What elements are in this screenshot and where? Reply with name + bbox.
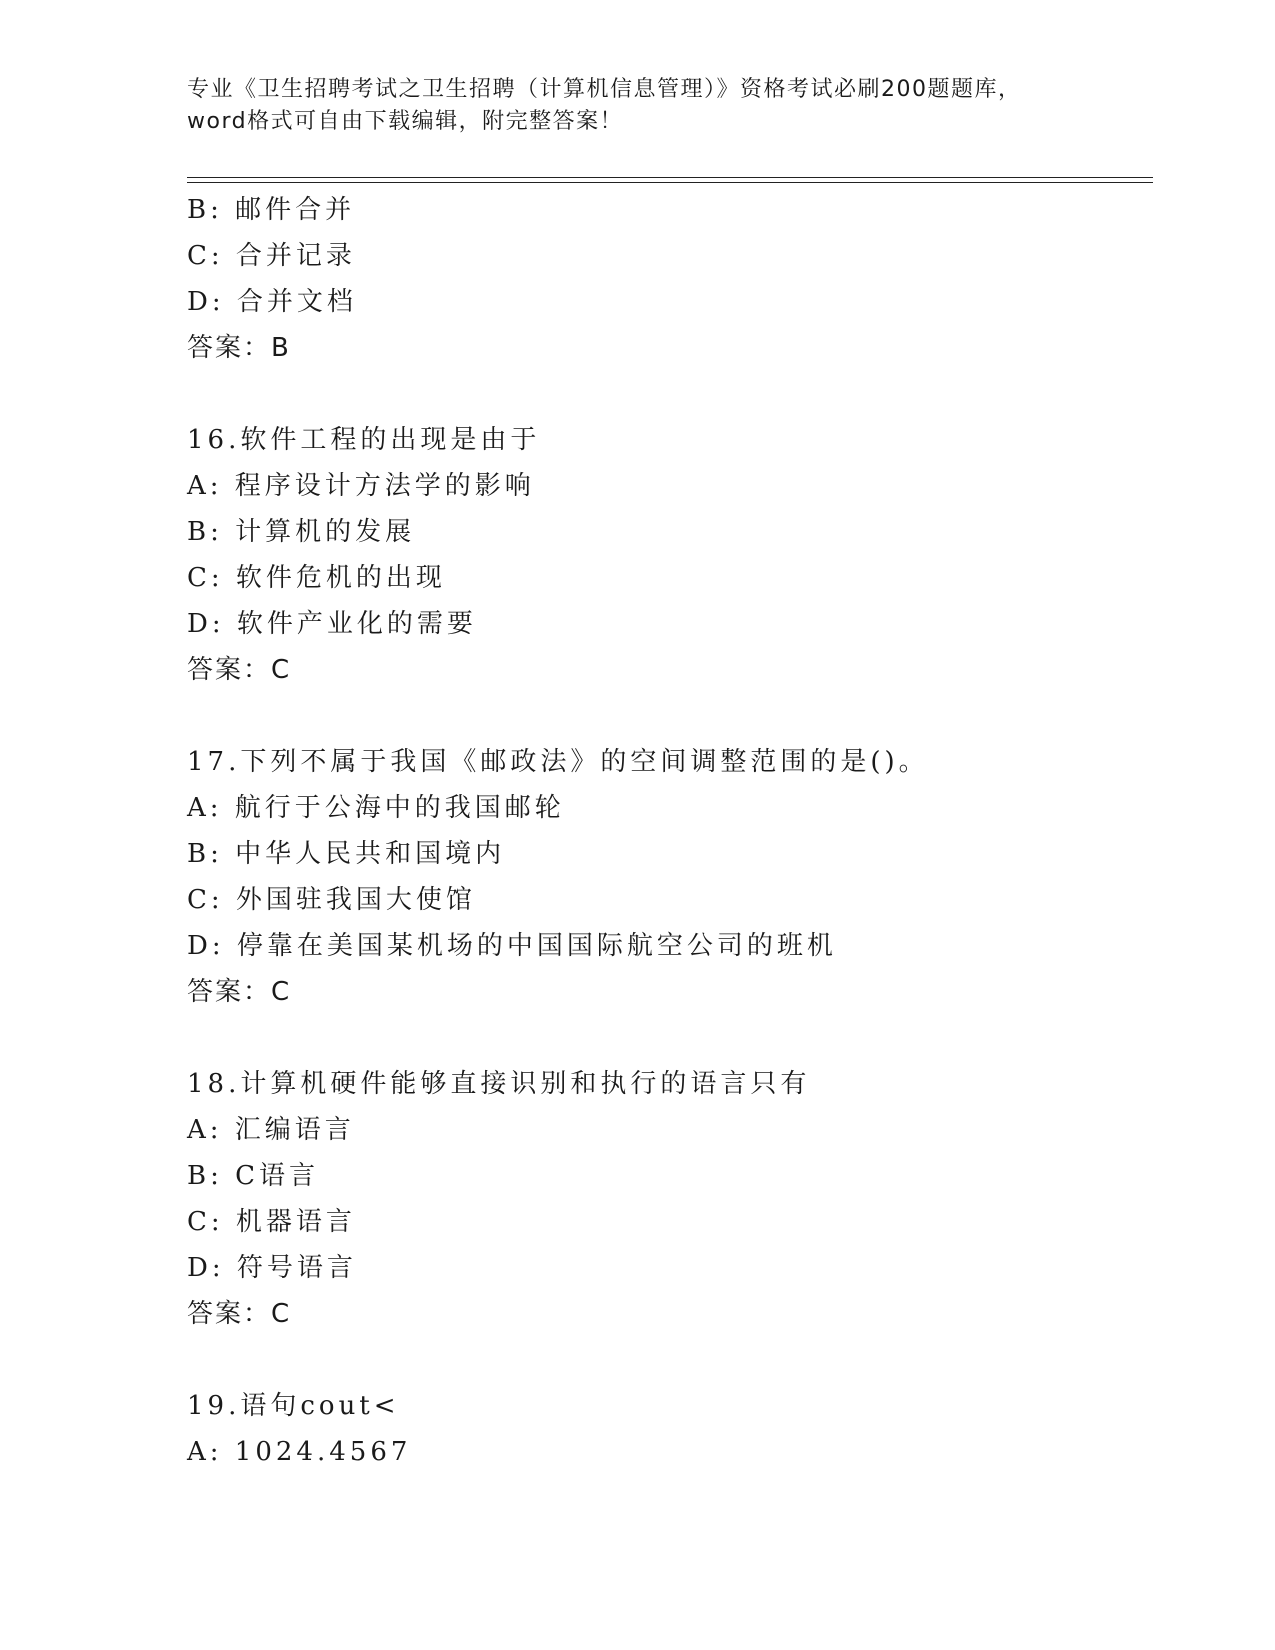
option-b: B: C语言 [187, 1161, 320, 1191]
option-c: C: 软件危机的出现 [187, 563, 446, 593]
answer-text: 答案：C [187, 1299, 292, 1329]
option-b: B: 计算机的发展 [187, 517, 416, 547]
question-title: 19.语句cout< [187, 1391, 400, 1421]
question-block-16 [187, 417, 1153, 693]
question-list [187, 187, 1153, 1475]
option-d: D: 符号语言 [187, 1253, 357, 1283]
option-d: D: 软件产业化的需要 [187, 609, 477, 639]
header-line-2: word格式可自由下载编辑，附完整答案！ [187, 109, 624, 134]
question-block-17 [187, 739, 1153, 1015]
option-d: D: 合并文档 [187, 287, 357, 317]
question-title: 17.下列不属于我国《邮政法》的空间调整范围的是()。 [187, 747, 929, 777]
option-c: C: 外国驻我国大使馆 [187, 885, 476, 915]
header-line-1: 专业《卫生招聘考试之卫生招聘（计算机信息管理）》资格考试必刷200题题库， [187, 77, 1022, 102]
question-title: 16.软件工程的出现是由于 [187, 425, 541, 455]
document-header [187, 74, 1087, 138]
answer-text: 答案：C [187, 655, 292, 685]
option-a: A: 航行于公海中的我国邮轮 [187, 793, 565, 823]
question-block-prev [187, 187, 1153, 371]
question-block-18 [187, 1061, 1153, 1337]
option-d: D: 停靠在美国某机场的中国国际航空公司的班机 [187, 931, 837, 961]
answer-text: 答案：C [187, 977, 292, 1007]
option-b: B: 邮件合并 [187, 195, 356, 225]
header-divider-top [187, 177, 1153, 178]
option-a: A: 程序设计方法学的影响 [187, 471, 535, 501]
option-a: A: 汇编语言 [187, 1115, 355, 1145]
question-block-19 [187, 1383, 1153, 1475]
option-a: A: 1024.4567 [187, 1437, 412, 1467]
option-b: B: 中华人民共和国境内 [187, 839, 506, 869]
answer-text: 答案：B [187, 333, 291, 363]
question-title: 18.计算机硬件能够直接识别和执行的语言只有 [187, 1069, 811, 1099]
header-divider-bottom [187, 182, 1153, 183]
option-c: C: 机器语言 [187, 1207, 356, 1237]
option-c: C: 合并记录 [187, 241, 356, 271]
